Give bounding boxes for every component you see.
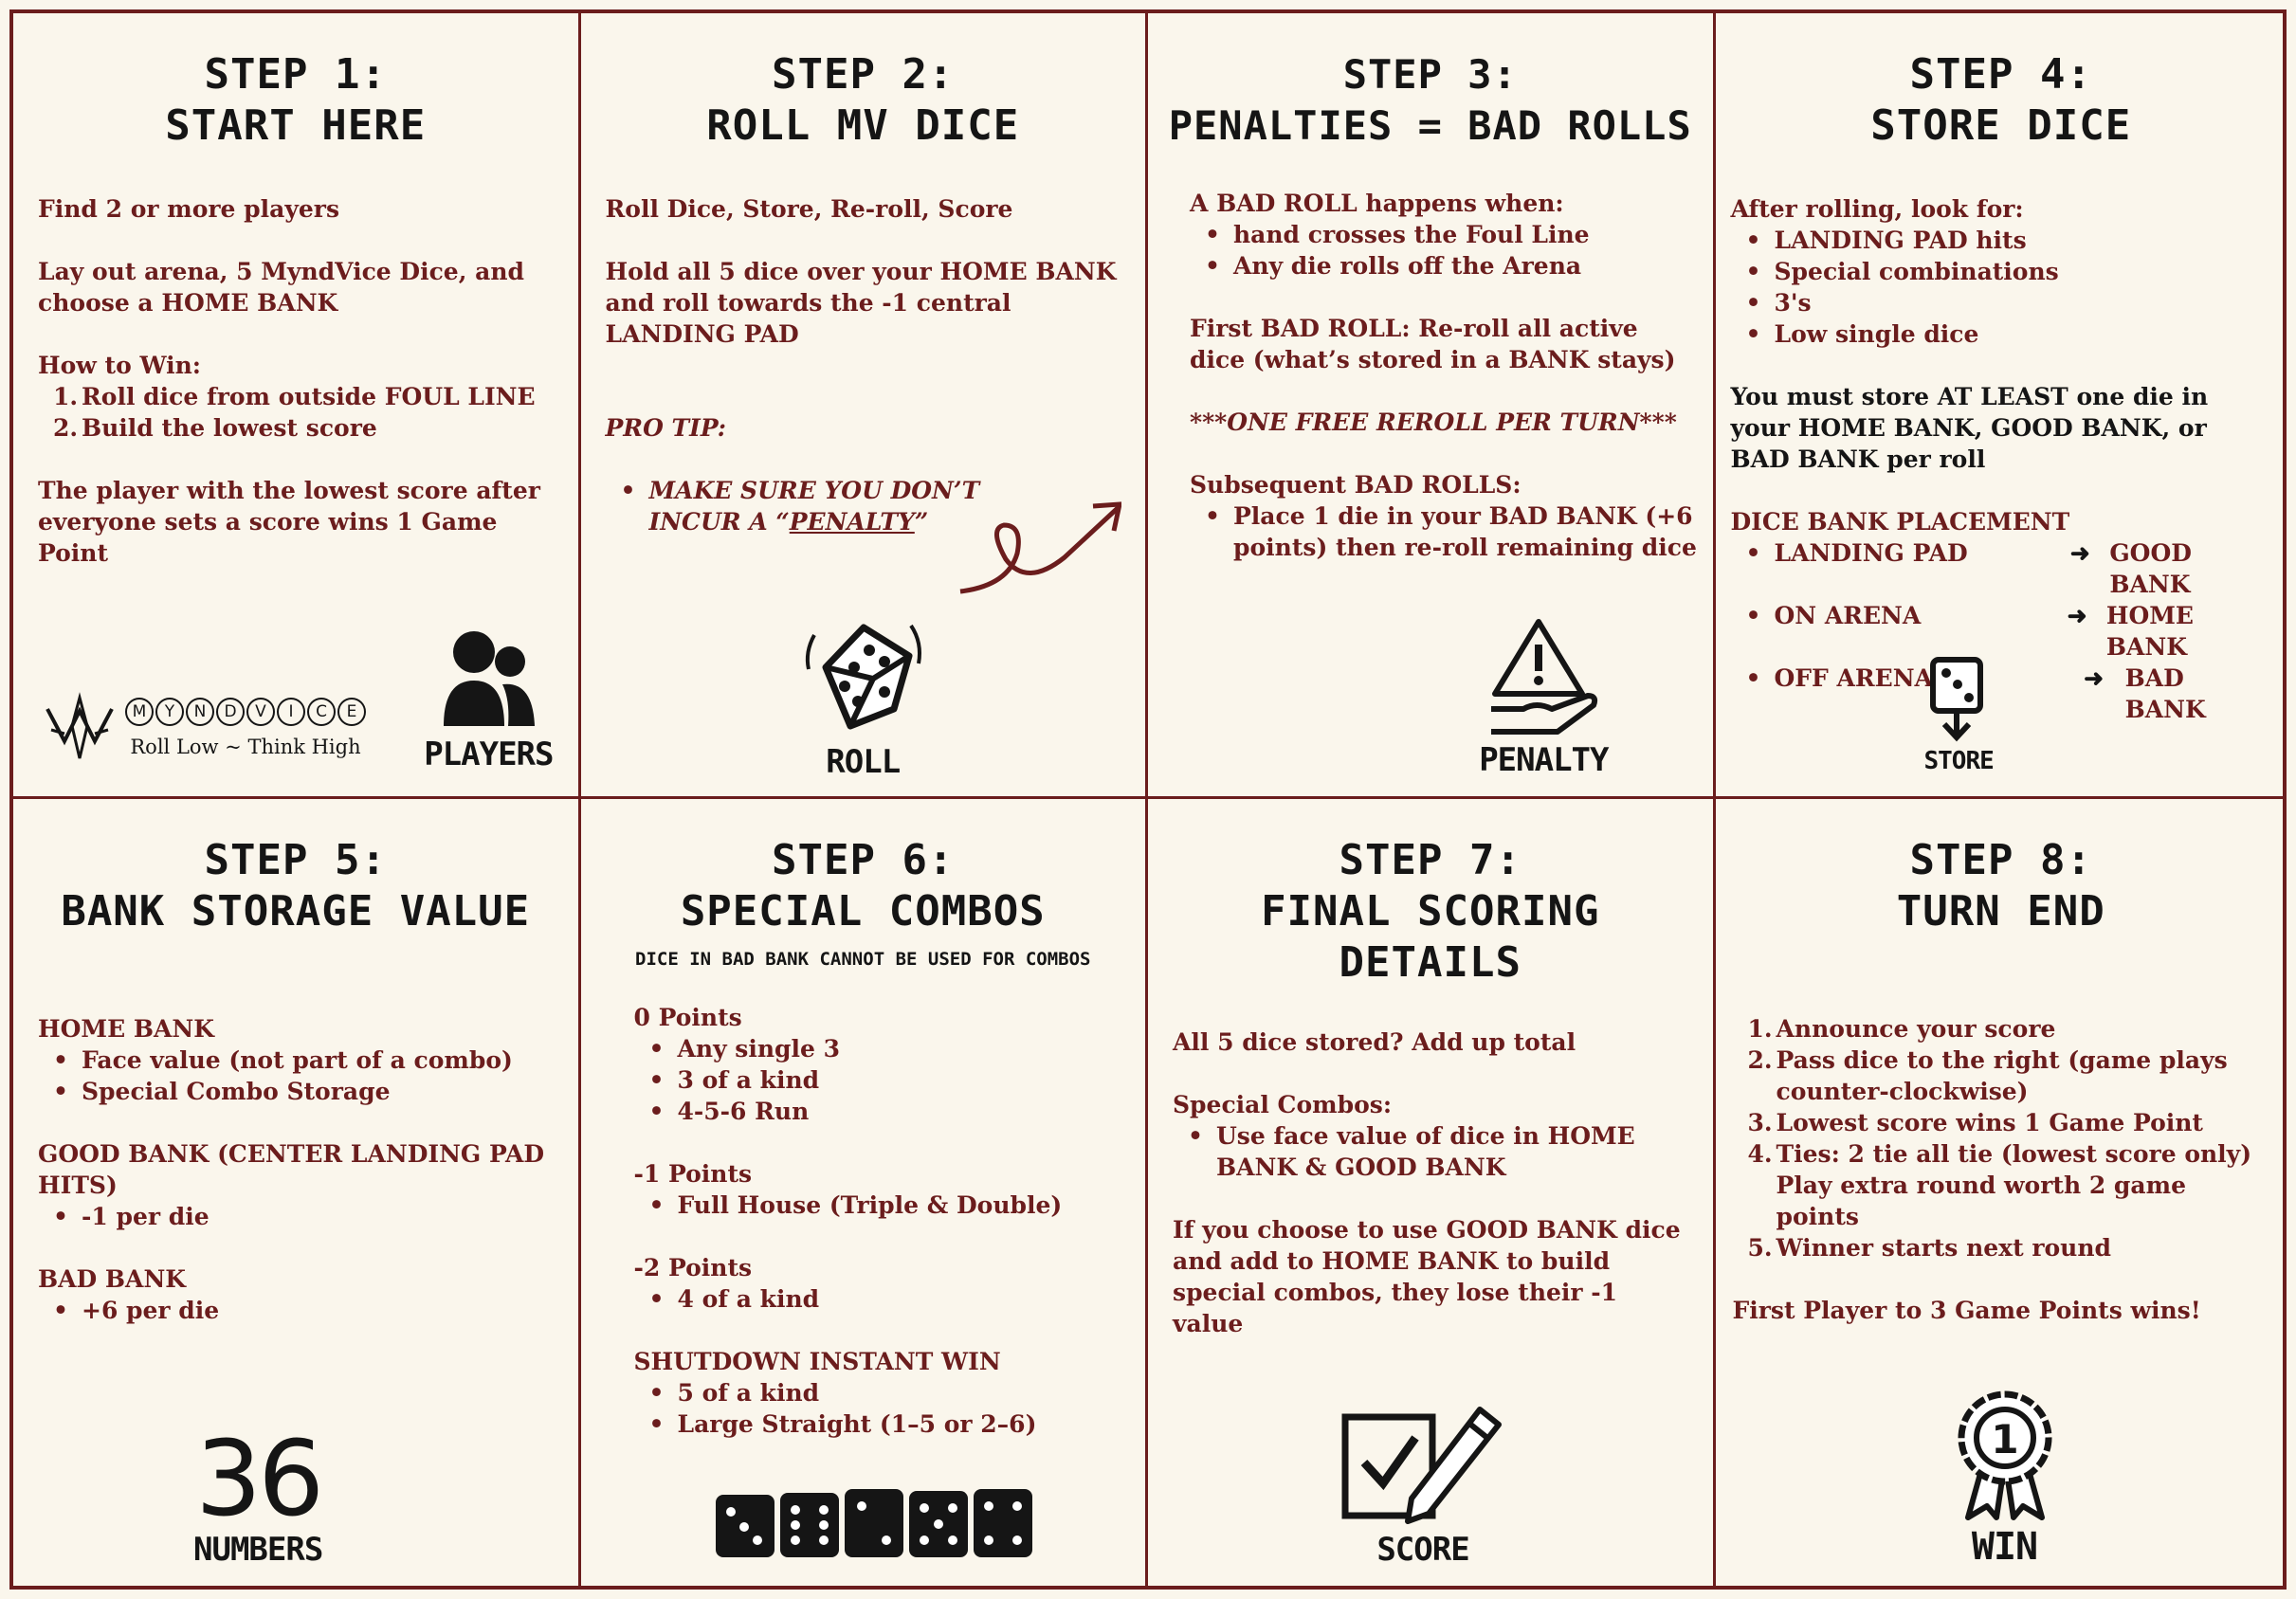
numbers-block (193, 1418, 323, 1569)
section-label: -2 Points (633, 1254, 753, 1281)
icon-caption: SCORE (1376, 1531, 1469, 1569)
curly-arrow-icon (951, 487, 1121, 601)
text-line: The player with the lowest score after everyone sets a score wins 1 Game Point (38, 477, 540, 567)
text-line: If you choose to use GOOD BANK dice and add to HOME BANK to build special combos, they lose their -1 value (1173, 1216, 1681, 1337)
step-4-body (1731, 193, 2272, 725)
text-line: You must store AT LEAST one die in your HOME BANK, GOOD BANK, or BAD BANK per roll (1730, 383, 2209, 473)
myndvice-logo (42, 692, 366, 764)
step-8-title (1733, 835, 2270, 937)
step-number: STEP 1: (204, 50, 387, 99)
text-line: ***ONE FREE REROLL PER TURN*** (1190, 409, 1677, 436)
section-label: BAD BANK (38, 1265, 187, 1293)
section-label: 0 Points (633, 1004, 742, 1031)
step-6-body (606, 1002, 1121, 1440)
arrow-right-icon: ➜ (2069, 539, 2090, 567)
icon-caption: NUMBERS (193, 1531, 323, 1569)
section-label: Subsequent BAD ROLLS: (1190, 471, 1522, 499)
win-list (38, 381, 554, 444)
step-3-body (1161, 188, 1700, 563)
list-item: • Special combinations (1731, 256, 2272, 287)
list-item: • Use face value of dice in HOME BANK & GOOD BANK (1173, 1120, 1688, 1183)
step-5-title (38, 835, 554, 937)
minus-two-list (634, 1283, 1121, 1315)
list-item: 2. Build the lowest score (53, 414, 377, 442)
step-2-title (606, 49, 1121, 152)
roll-block (581, 607, 1146, 781)
step-7-panel (1148, 799, 1716, 1586)
icon-caption: STORE (1923, 747, 1994, 775)
step-number: STEP 4: (1909, 50, 2092, 99)
warning-hand-icon (1482, 614, 1605, 737)
list-item: • 4 of a kind (634, 1283, 1121, 1315)
text-line: Lay out arena, 5 MyndVice Dice, and choose a HOME BANK (38, 258, 524, 317)
list-item: 1. Roll dice from outside FOUL LINE (53, 383, 536, 410)
step-1-panel (13, 13, 581, 799)
list-item: • Any single 3 (634, 1033, 1121, 1064)
step-2-body (606, 193, 1121, 537)
list-item: • -1 per die (38, 1201, 554, 1232)
medal-number: 1 (1990, 1416, 2019, 1463)
text-line: Hold all 5 dice over your HOME BANK and roll towards the -1 central LANDING PAD (605, 258, 1117, 348)
step-5-body (38, 1013, 554, 1326)
home-bank-list (38, 1045, 554, 1107)
win-block (1943, 1389, 2067, 1569)
list-item: • 3 of a kind (634, 1064, 1121, 1096)
list-item: 2. Pass dice to the right (game plays counter-clockwise) (1747, 1046, 2228, 1105)
bad-roll-list (1190, 219, 1700, 282)
medal-icon (1943, 1389, 2067, 1521)
section-label: Special Combos: (1173, 1091, 1393, 1118)
crown-logo-icon (42, 692, 118, 764)
players-icon (436, 627, 540, 732)
placement-row: • OFF ARENA ➜ BAD BANK (1731, 663, 2272, 725)
step-heading: SPECIAL COMBOS (680, 887, 1046, 936)
step-4-title (1731, 49, 2272, 152)
text-line: After rolling, look for: (1730, 195, 2024, 223)
icon-caption: PENALTY (1479, 741, 1609, 779)
list-item: • LANDING PAD hits (1731, 225, 2272, 256)
list-item: • +6 per die (38, 1295, 554, 1326)
step-2-panel (581, 13, 1149, 799)
list-item: • 4-5-6 Run (634, 1096, 1121, 1127)
pro-tip-item: • MAKE SURE YOU DON’T INCUR A “PENALTY” (606, 475, 1004, 537)
step-1-title (38, 49, 554, 152)
list-item: • hand crosses the Foul Line (1190, 219, 1700, 250)
list-item: • 3's (1731, 287, 2272, 318)
look-for-list (1731, 225, 2272, 350)
list-item: • Large Straight (1–5 or 2–6) (634, 1408, 1121, 1440)
bad-bank-list (38, 1295, 554, 1326)
penalty-block (1479, 614, 1608, 779)
pro-tip-list (606, 475, 1004, 537)
store-block (1924, 656, 1994, 775)
list-item: • Low single dice (1731, 318, 2272, 350)
text-line: Roll Dice, Store, Re-roll, Score (605, 195, 1013, 223)
step-heading: STORE DICE (1870, 101, 2132, 150)
step-heading-line-2: DETAILS (1339, 938, 1522, 987)
tagline: Roll Low ~ Think High (130, 736, 361, 758)
five-dice-icon (714, 1485, 1036, 1561)
placement-row: • LANDING PAD ➜ GOOD BANK (1731, 537, 2272, 600)
step-number: STEP 6: (772, 836, 955, 884)
icon-caption: ROLL (826, 743, 901, 781)
step-number: STEP 7: (1339, 836, 1522, 884)
step-number: STEP 2: (772, 50, 955, 99)
arrow-right-icon: ➜ (2084, 664, 2105, 692)
text-line: All 5 dice stored? Add up total (1173, 1028, 1576, 1056)
list-item: 4. Ties: 2 tie all tie (lowest score only) Play extra round worth 2 game points (1747, 1140, 2252, 1230)
section-label: How to Win: (38, 352, 201, 379)
section-label: DICE BANK PLACEMENT (1730, 508, 2070, 536)
step-1-body (38, 193, 554, 569)
step-heading: PENALTIES = BAD ROLLS (1168, 102, 1692, 149)
list-item: • Full House (Triple & Double) (634, 1190, 1121, 1221)
good-bank-list (38, 1201, 554, 1232)
rules-board (9, 9, 2287, 1590)
step-3-title (1161, 49, 1700, 152)
text-line: First Player to 3 Game Points wins! (1732, 1297, 2201, 1324)
icon-caption: PLAYERS (424, 736, 554, 773)
turn-end-list (1733, 1013, 2270, 1263)
step-6-title (606, 835, 1121, 937)
special-combos-list (1173, 1120, 1688, 1183)
arrow-right-icon: ➜ (2067, 602, 2087, 629)
step-number: STEP 3: (1342, 51, 1518, 98)
step-heading: BANK STORAGE VALUE (61, 887, 531, 936)
logo-wordmark: M Y N D V I C E (125, 698, 366, 726)
pro-tip-label: PRO TIP: (605, 414, 726, 442)
step-heading: FINAL SCORING (1261, 887, 1600, 936)
step-heading: START HERE (165, 101, 427, 150)
dice-row (714, 1485, 1036, 1565)
section-label: -1 Points (633, 1160, 753, 1188)
step-6-panel (581, 799, 1149, 1586)
dice-icon (792, 607, 934, 739)
step-heading: ROLL MV DICE (706, 101, 1020, 150)
step-8-body (1733, 1013, 2270, 1326)
score-block (1338, 1404, 1508, 1569)
combo-note: DICE IN BAD BANK CANNOT BE USED FOR COMBOS (635, 949, 1091, 970)
list-item: • Face value (not part of a combo) (38, 1045, 554, 1076)
players-block (424, 627, 553, 773)
text-line: Find 2 or more players (38, 195, 340, 223)
section-label: GOOD BANK (CENTER LANDING PAD HITS) (38, 1140, 545, 1199)
step-3-panel (1148, 13, 1716, 799)
step-7-title (1173, 835, 1688, 989)
step-8-panel (1716, 799, 2284, 1586)
instant-win-list (634, 1377, 1121, 1440)
step-number: STEP 8: (1909, 836, 2092, 884)
section-label: HOME BANK (38, 1015, 214, 1043)
list-item: 5. Winner starts next round (1747, 1234, 2112, 1262)
step-5-panel (13, 799, 581, 1586)
checklist-pencil-icon (1338, 1404, 1508, 1527)
store-die-icon (1925, 656, 1992, 743)
step-4-panel (1716, 13, 2284, 799)
list-item: 3. Lowest score wins 1 Game Point (1747, 1109, 2203, 1136)
placement-list (1731, 537, 2272, 725)
step-7-body (1173, 1027, 1688, 1339)
list-item: • Special Combo Storage (38, 1076, 554, 1107)
list-item: • Place 1 die in your BAD BANK (+6 points) then re-roll remaining dice (1190, 500, 1700, 563)
list-item: • Any die rolls off the Arena (1190, 250, 1700, 282)
section-label: SHUTDOWN INSTANT WIN (633, 1348, 1001, 1375)
numbers-icon: 36 (195, 1418, 321, 1539)
minus-one-list (634, 1190, 1121, 1221)
zero-points-list (634, 1033, 1121, 1127)
step-number: STEP 5: (204, 836, 387, 884)
placement-row: • ON ARENA ➜ HOME BANK (1731, 600, 2272, 663)
text-line: A BAD ROLL happens when: (1190, 190, 1564, 217)
step-heading: TURN END (1896, 887, 2105, 936)
icon-caption: WIN (1971, 1525, 2038, 1569)
subsequent-list (1190, 500, 1700, 563)
list-item: • 5 of a kind (634, 1377, 1121, 1408)
list-item: 1. Announce your score (1747, 1015, 2056, 1043)
text-line: First BAD ROLL: Re-roll all active dice (what’s stored in a BANK stays) (1190, 315, 1676, 373)
